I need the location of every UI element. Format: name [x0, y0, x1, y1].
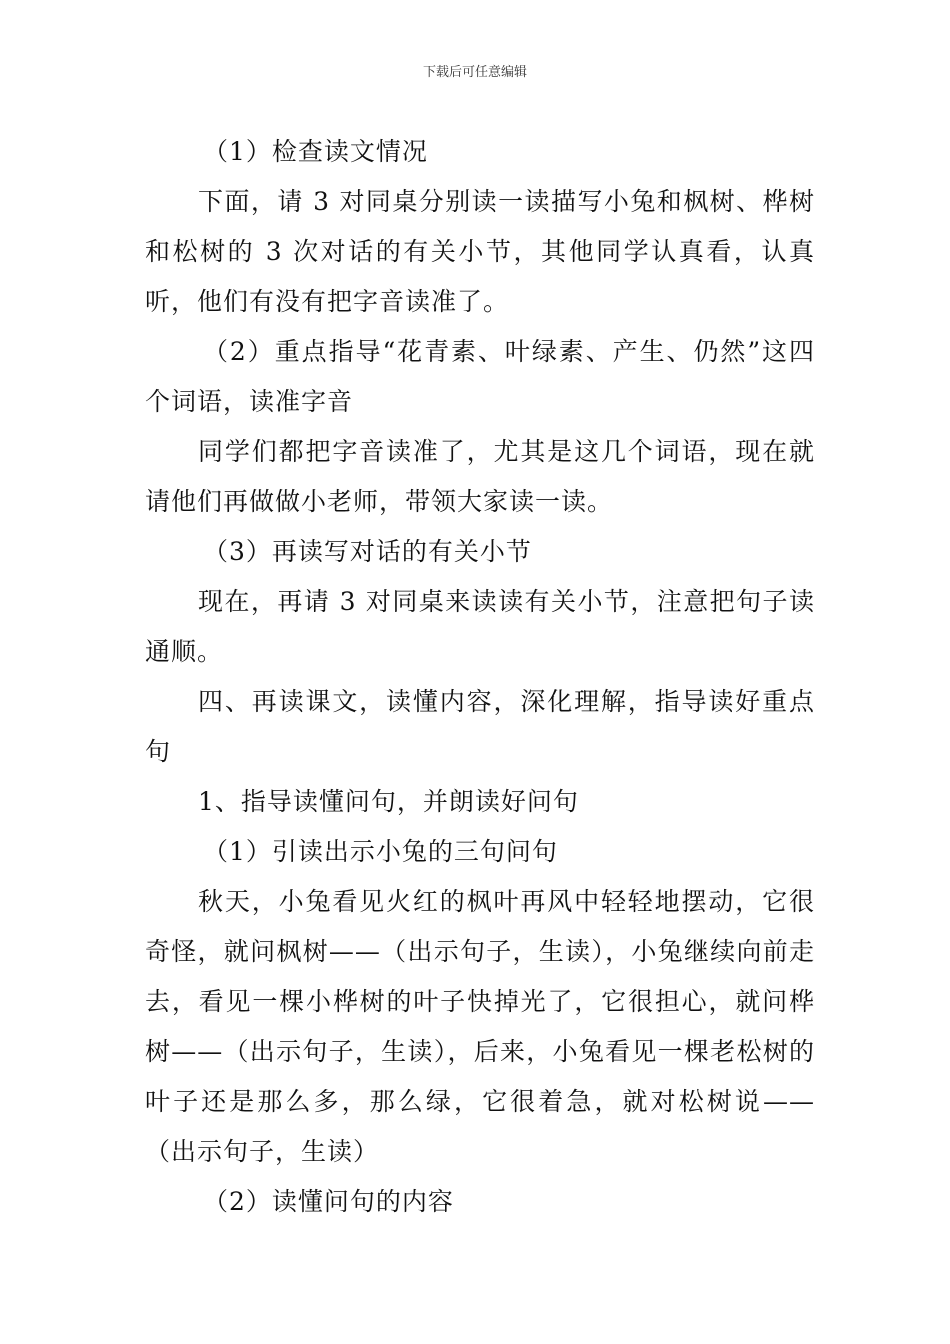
paragraph-key-words: （2）重点指导“花青素、叶绿素、产生、仍然”这四个词语，读准字音 — [145, 337, 815, 416]
paragraph-little-teachers: 同学们都把字音读准了，尤其是这几个词语，现在就请他们再做做小老师，带领大家读一读。 — [145, 437, 815, 516]
paragraph-deskmates-read: 下面，请 3 对同桌分别读一读描写小兔和枫树、桦树和松树的 3 次对话的有关小节，其他同学认真看，认真听，他们有没有把字音读准了。 — [145, 187, 815, 316]
section-heading-four: 四、再读课文，读懂内容，深化理解，指导读好重点句 — [145, 687, 815, 766]
paragraph-read-fluently: 现在，再请 3 对同桌来读读有关小节，注意把句子读通顺。 — [145, 587, 815, 666]
paragraph-question-guidance: 1、指导读懂问句，并朗读好问句 — [198, 787, 579, 816]
paragraph-reread-dialogue: （3）再读写对话的有关小节 — [203, 537, 532, 566]
paragraph-three-questions: （1）引读出示小兔的三句问句 — [203, 837, 558, 866]
paragraph-check-reading: （1）检查读文情况 — [203, 137, 428, 166]
paragraph-understand-questions: （2）读懂问句的内容 — [203, 1187, 454, 1216]
page-header-note: 下载后可任意编辑 — [422, 65, 527, 80]
document-body — [145, 127, 815, 1227]
paragraph-autumn-story: 秋天，小兔看见火红的枫叶再风中轻轻地摆动，它很奇怪，就问枫树——（出示句子，生读），小兔继续向前走去，看见一棵小桦树的叶子快掉光了，它很担心，就问桦树——（出示句子，生读），后来，小兔看见一棵老松树的叶子还是那么多，那么绿，它很着急，就对松树说——（出示句子，生读） — [145, 887, 815, 1166]
